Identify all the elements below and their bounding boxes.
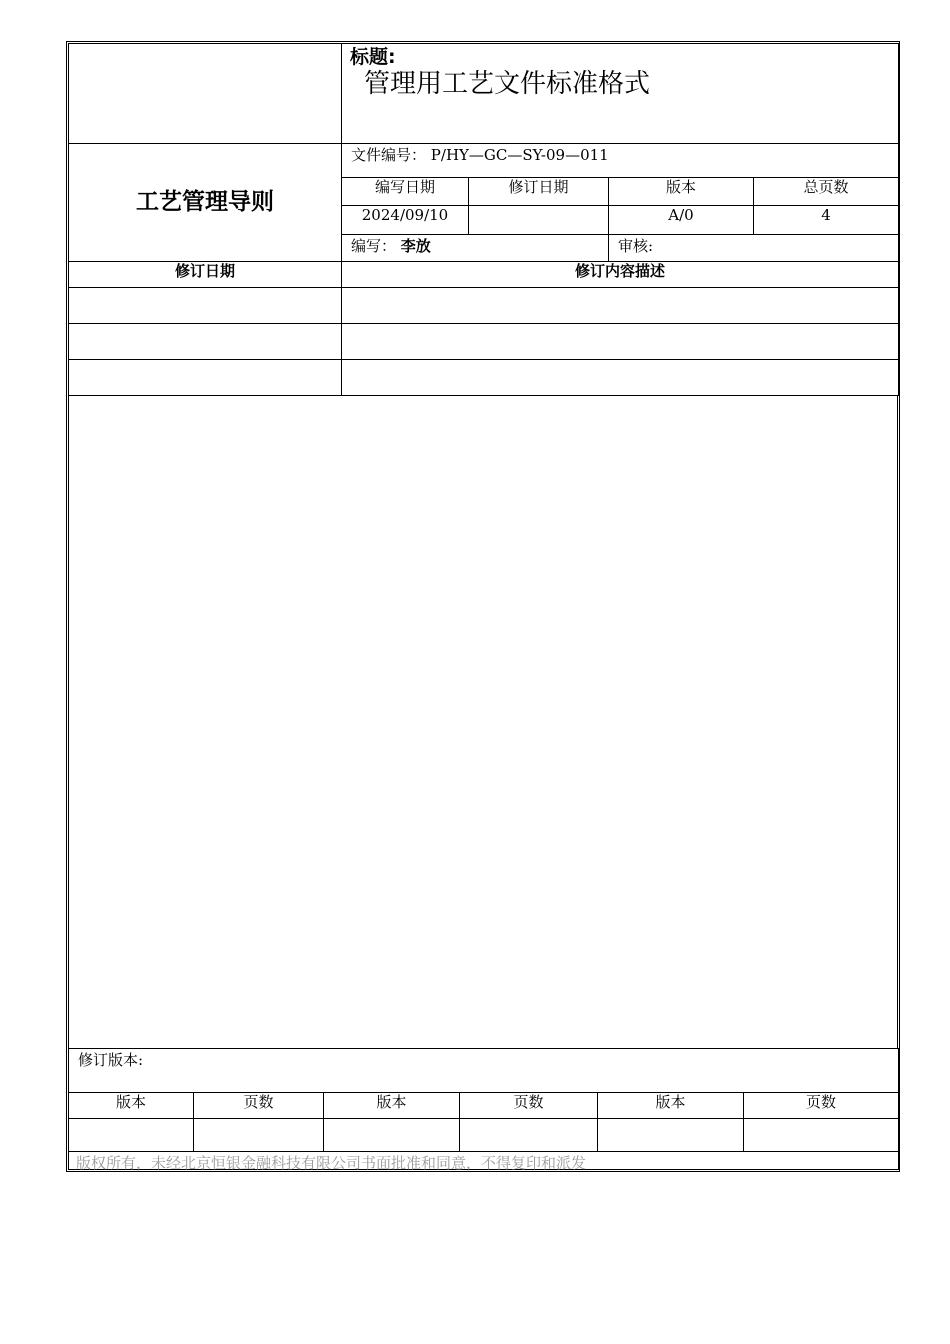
revision-desc-cell	[342, 288, 899, 324]
title-cell	[342, 44, 899, 144]
footer-version-value	[324, 1119, 460, 1152]
file-number-cell	[342, 144, 899, 178]
version-header: 版本	[609, 178, 754, 206]
footer-pages-header: 页数	[460, 1093, 598, 1119]
version-value: A/0	[609, 206, 754, 235]
logo-cell	[69, 44, 342, 144]
footer-version-value	[598, 1119, 744, 1152]
reviewer-label: 审核:	[618, 237, 654, 255]
table-row	[69, 288, 899, 324]
footer-version-header: 版本	[324, 1093, 460, 1119]
revision-desc-cell	[342, 324, 899, 360]
revision-desc-cell	[342, 360, 899, 396]
document-header-table	[68, 43, 899, 396]
revision-date-cell	[69, 324, 342, 360]
title-label: 标题:	[350, 46, 396, 68]
revision-desc-column-header: 修订内容描述	[342, 262, 899, 288]
footer-pages-value	[194, 1119, 324, 1152]
file-number: P/HY—GC—SY-09—011	[430, 146, 609, 164]
footer-pages-header: 页数	[744, 1093, 899, 1119]
revision-date-cell	[69, 288, 342, 324]
total-pages-value: 4	[754, 206, 899, 235]
footer-pages-value	[460, 1119, 598, 1152]
footer-version-header: 版本	[69, 1093, 194, 1119]
footer-version-header: 版本	[598, 1093, 744, 1119]
document-category: 工艺管理导则	[69, 144, 342, 262]
file-number-label: 文件编号：	[351, 146, 427, 164]
write-date-value: 2024/09/10	[342, 206, 469, 235]
revision-date-cell	[69, 360, 342, 396]
revision-version-label: 修订版本:	[69, 1049, 899, 1093]
author-cell	[342, 235, 609, 262]
revise-date-value	[469, 206, 609, 235]
revise-date-header: 修订日期	[469, 178, 609, 206]
table-row	[69, 360, 899, 396]
footer-pages-header: 页数	[194, 1093, 324, 1119]
footer-version-value	[69, 1119, 194, 1152]
write-date-header: 编写日期	[342, 178, 469, 206]
revision-date-column-header: 修订日期	[69, 262, 342, 288]
author-label: 编写：	[351, 237, 397, 255]
document-title: 管理用工艺文件标准格式	[364, 68, 651, 99]
copyright-notice: 版权所有，未经北京恒银金融科技有限公司书面批准和同意，不得复印和派发	[76, 1154, 587, 1172]
table-row	[69, 324, 899, 360]
total-pages-header: 总页数	[754, 178, 899, 206]
footer-pages-value	[744, 1119, 899, 1152]
author-name: 李放	[400, 237, 431, 255]
document-body-area	[68, 395, 898, 1049]
reviewer-cell	[609, 235, 899, 262]
